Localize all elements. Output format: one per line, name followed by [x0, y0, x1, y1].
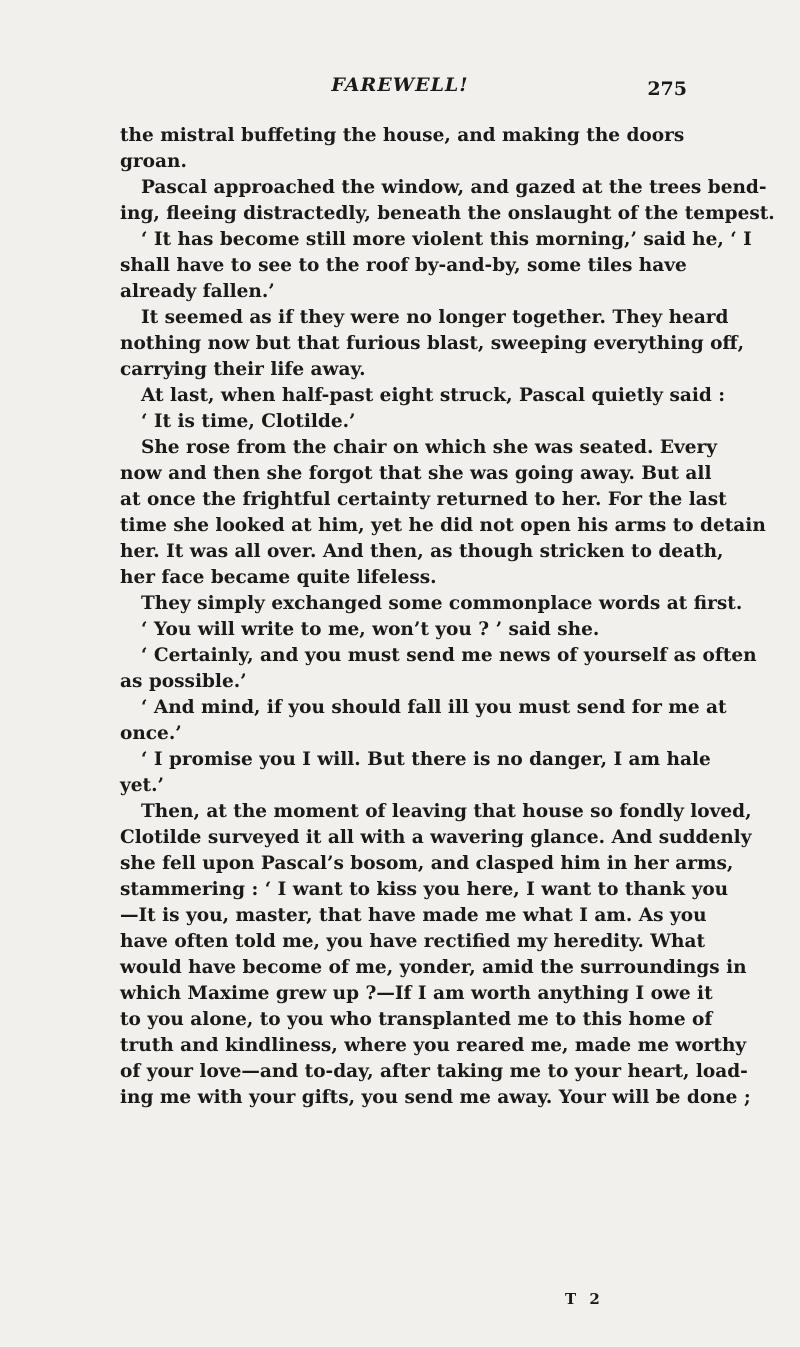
text-line: ‘ You will write to me, won’t you ? ’ said she. — [141, 619, 600, 640]
running-title: FAREWELL! — [331, 74, 469, 96]
text-line: once.’ — [120, 723, 182, 744]
text-line: ing me with your gifts, you send me away. Your will be done ; — [120, 1087, 751, 1108]
text-line: shall have to see to the roof by-and-by, some tiles have — [120, 255, 687, 276]
text-line: Clotilde surveyed it all with a wavering glance. And suddenly — [120, 827, 752, 848]
text-line: stammering : ‘ I want to kiss you here, I want to thank you — [120, 879, 729, 900]
text-line: to you alone, to you who transplanted me to this home of — [120, 1009, 713, 1030]
text-line: ‘ It is time, Clotilde.’ — [141, 411, 356, 432]
text-line: she fell upon Pascal’s bosom, and clasped him in her arms, — [120, 853, 734, 874]
text-line: would have become of me, yonder, amid the surroundings in — [120, 957, 747, 978]
text-line: They simply exchanged some commonplace words at first. — [141, 593, 743, 614]
text-line: the mistral buffeting the house, and making the doors — [120, 125, 685, 146]
text-line: groan. — [120, 151, 187, 172]
text-line: ing, fleeing distractedly, beneath the onslaught of the tempest. — [120, 203, 775, 224]
text-line: nothing now but that furious blast, sweeping everything off, — [120, 333, 745, 354]
text-line: her. It was all over. And then, as though stricken to death, — [120, 541, 724, 562]
text-line: now and then she forgot that she was going away. But all — [120, 463, 712, 484]
text-line: ‘ I promise you I will. But there is no danger, I am hale — [141, 749, 711, 770]
body-text — [120, 123, 775, 1111]
text-line: She rose from the chair on which she was seated. Every — [141, 437, 717, 458]
text-line: Pascal approached the window, and gazed at the trees bend- — [141, 177, 767, 198]
text-line: have often told me, you have rectified my heredity. What — [120, 931, 706, 952]
text-line: ‘ It has become still more violent this morning,’ said he, ‘ I — [141, 229, 752, 250]
text-line: Then, at the moment of leaving that house so fondly loved, — [141, 801, 752, 822]
text-line: —It is you, master, that have made me what I am. As you — [120, 905, 707, 926]
text-line: already fallen.’ — [120, 281, 275, 302]
text-line: her face became quite lifeless. — [120, 567, 437, 588]
page-header — [120, 74, 687, 102]
signature-mark: T 2 — [565, 1290, 604, 1308]
text-line: truth and kindliness, where you reared me, made me worthy — [120, 1035, 747, 1056]
text-line: time she looked at him, yet he did not open his arms to detain — [120, 515, 766, 536]
text-line: At last, when half-past eight struck, Pascal quietly said : — [141, 385, 726, 406]
text-line: which Maxime grew up ?—If I am worth anything I owe it — [120, 983, 713, 1004]
text-line: It seemed as if they were no longer together. They heard — [141, 307, 729, 328]
page-number: 275 — [647, 78, 687, 100]
text-line: of your love—and to-day, after taking me to your heart, load- — [120, 1061, 748, 1082]
text-line: at once the frightful certainty returned to her. For the last — [120, 489, 727, 510]
text-line: as possible.’ — [120, 671, 247, 692]
text-line: carrying their life away. — [120, 359, 366, 380]
text-line: ‘ Certainly, and you must send me news of yourself as often — [141, 645, 757, 666]
text-line: ‘ And mind, if you should fall ill you must send for me at — [141, 697, 727, 718]
text-line: yet.’ — [120, 775, 164, 796]
